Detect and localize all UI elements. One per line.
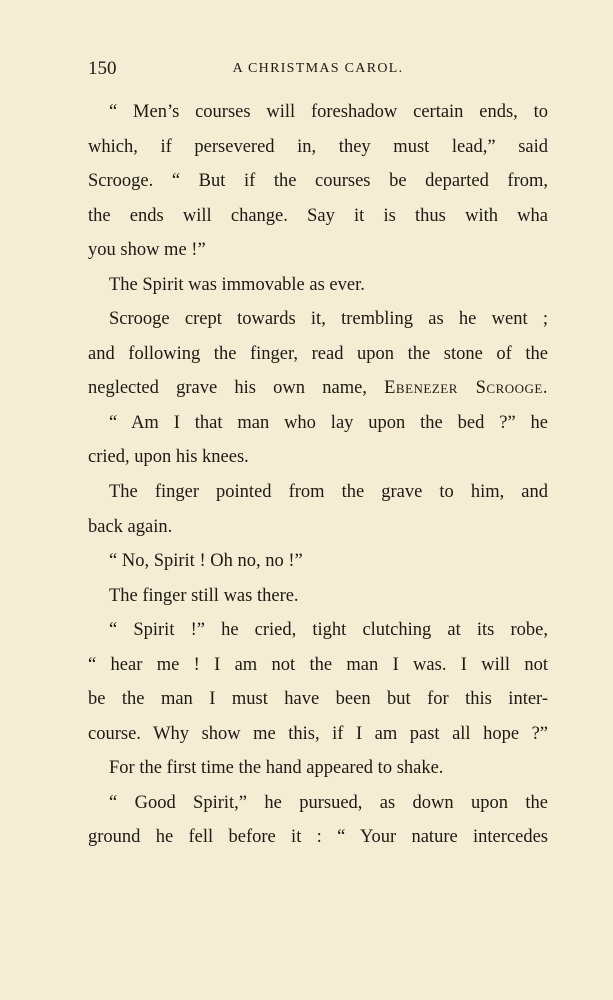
text-line-content: cried, upon his knees.	[88, 447, 249, 468]
text-line	[88, 613, 548, 648]
text-line	[88, 164, 548, 199]
text-line-content: course. Why show me this, if I am past all hope ?”	[88, 723, 548, 744]
text-line	[88, 751, 548, 786]
text-line-content: The finger still was there.	[109, 585, 299, 606]
text-line-content: neglected grave his own name,	[88, 378, 385, 399]
text-line	[88, 544, 548, 579]
text-line-content: “ Men’s courses will foreshadow certain ends, to	[109, 102, 548, 122]
text-line-content: which, if persevered in, they must lead,” said	[88, 136, 548, 157]
page-number: 150	[88, 58, 117, 79]
text-line-content: The Spirit was immovable as ever.	[109, 274, 365, 295]
text-line-content: be the man I must have been but for this inter-	[88, 689, 548, 710]
running-head: A CHRISTMAS CAROL.	[232, 61, 404, 76]
text-line	[88, 820, 548, 855]
text-line	[88, 786, 548, 821]
text-line-content: ground he fell before it : “ Your nature intercedes	[88, 827, 548, 848]
text-line-content: you show me !”	[88, 240, 206, 261]
text-line	[88, 130, 548, 165]
text-line	[88, 682, 548, 717]
text-line-content: “ Spirit !” he cried, tight clutching at its robe,	[109, 620, 548, 641]
text-line	[88, 268, 548, 303]
text-line-content: “ No, Spirit ! Oh no, no !”	[109, 551, 303, 572]
text-line	[88, 510, 548, 545]
text-line	[88, 95, 548, 130]
text-line	[88, 717, 548, 752]
text-line-content: back again.	[88, 516, 173, 537]
text-line	[88, 579, 548, 614]
body-text	[88, 95, 548, 855]
text-line-content: Scrooge crept towards it, trembling as he went ;	[109, 309, 548, 330]
text-line	[88, 199, 548, 234]
text-line	[88, 371, 548, 406]
text-line	[88, 337, 548, 372]
text-line	[88, 648, 548, 683]
text-line	[88, 406, 548, 441]
small-caps-name: Ebenezer Scrooge.	[384, 378, 548, 399]
text-line-content: The finger pointed from the grave to him, and	[109, 482, 548, 503]
text-line-content: “ Good Spirit,” he pursued, as down upon the	[109, 792, 548, 813]
text-line-content: For the first time the hand appeared to shake.	[109, 758, 444, 779]
text-line-content: the ends will change. Say it is thus with wha	[88, 205, 548, 226]
text-line-content: “ Am I that man who lay upon the bed ?” he	[109, 412, 548, 433]
text-line	[88, 440, 548, 475]
text-line-content: “ hear me ! I am not the man I was. I will not	[88, 654, 548, 675]
text-line	[88, 302, 548, 337]
text-line-content: Scrooge. “ But if the courses be departed from,	[88, 171, 548, 192]
page-header	[88, 58, 548, 82]
text-line-content: and following the finger, read upon the stone of the	[88, 343, 548, 364]
text-line	[88, 475, 548, 510]
text-line	[88, 233, 548, 268]
